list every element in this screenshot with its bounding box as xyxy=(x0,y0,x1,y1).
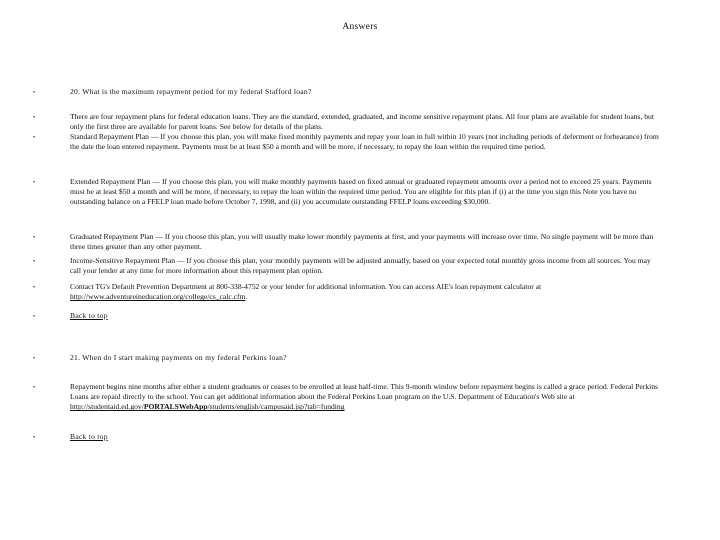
question-20: 20. What is the maximum repayment period for my federal Stafford loan? xyxy=(70,87,312,96)
paragraph-overview: There are four repayment plans for federal education loans. They are the standard, extended, graduated, and income sensitive repayment plans. All four plans are available for student loans, but only the first three are available for parent loans. See below for details of the plans. xyxy=(70,112,654,132)
bullet: • xyxy=(33,115,36,121)
paragraph-income-sensitive-plan: Income-Sensitive Repayment Plan — If you choose this plan, your monthly payments will be adjusted annually, based on your expected total monthly gross income from all sources. You may call your lender at any time for more information about this repayment plan option. xyxy=(70,256,651,276)
back-to-top-row xyxy=(70,432,660,442)
back-to-top-link[interactable]: Back to top xyxy=(70,311,108,320)
bullet: • xyxy=(33,180,36,186)
calculator-link[interactable]: http://www.adventureineducation.org/college/cs_calc.cfm xyxy=(70,292,246,302)
studentaid-link-part-1: http://studentaid.ed.gov/ xyxy=(70,402,144,412)
contact-end: . xyxy=(245,292,248,302)
bullet: • xyxy=(33,285,36,291)
page-title: Answers xyxy=(342,22,378,32)
paragraph-contact xyxy=(70,282,660,302)
paragraph-graduated-plan: Graduated Repayment Plan — If you choose this plan, you will usually make lower monthly payments at first, and your payments will increase over time. No single payment will be more than three times greater than any other payment. xyxy=(70,232,654,252)
paragraph-perkins xyxy=(70,382,660,413)
contact-text: Contact TG's Default Prevention Department at 800-338-4752 or your lender for additional information. You can access AIE's loan repayment calculator at xyxy=(70,282,542,291)
question-21: 21. When do I start making payments on my federal Perkins loan? xyxy=(70,353,287,362)
bullet: • xyxy=(33,314,36,320)
bullet: • xyxy=(33,259,36,265)
studentaid-link-part-2: PORTALSWebApp xyxy=(143,402,208,412)
bullet: • xyxy=(33,385,36,391)
perkins-text: Repayment begins nine months after either a student graduates or ceases to be enrolled at least half-time. This 9-month window before repayment begins is called a grace period. Federal Perkins Loans are repaid directly to the school. You can get additional information about the Federal Perkins Loan program on the U.S. Department of Education's Web site at xyxy=(70,382,658,402)
back-to-top-link[interactable]: Back to top xyxy=(70,432,108,441)
bullet: • xyxy=(33,235,36,241)
paragraph-standard-plan: Standard Repayment Plan — If you choose this plan, you will make fixed monthly payments and repay your loan in full within 10 years (not including periods of deferment or forbearance) from the date the loan entered repayment. Payments must be at least $50 a month and will be more, if necessary, to repay the loan within the required time period. xyxy=(70,132,659,152)
bullet: • xyxy=(33,90,36,96)
studentaid-link-part-3: /students/english/campusaid.jsp?tab=funding xyxy=(207,402,345,412)
bullet: • xyxy=(33,135,36,141)
studentaid-link[interactable] xyxy=(70,402,345,411)
bullet: • xyxy=(33,435,36,441)
paragraph-extended-plan: Extended Repayment Plan — If you choose this plan, you will make monthly payments based on fixed annual or graduated repayment amounts over a period not to exceed 25 years. Payments must be at least $50 a month and will be more, if necessary, to repay the loan within the required time period. You are eligible for this plan if (i) at the time you sign this Note you have no outstanding balance on a FFELP loan made before October 7, 1998, and (ii) you accumulate outstanding FFELP loans exceeding $30,000. xyxy=(70,177,652,207)
bullet: • xyxy=(33,356,36,362)
back-to-top-row xyxy=(70,311,660,321)
